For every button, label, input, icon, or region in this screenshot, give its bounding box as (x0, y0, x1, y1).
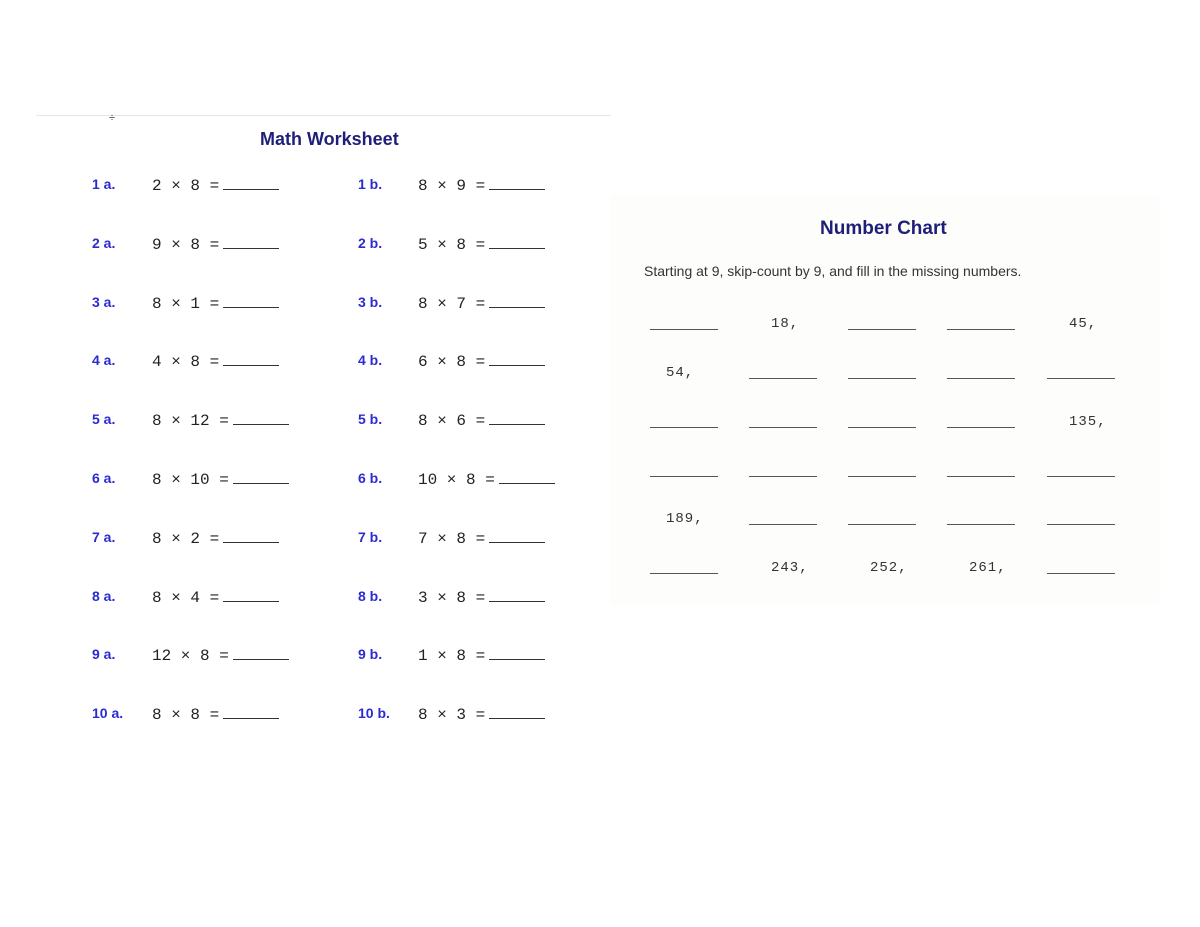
problem-expression-text: 10 × 8 = (418, 471, 495, 489)
chart-blank[interactable] (1047, 560, 1115, 580)
problem-label: 5 b. (358, 411, 383, 427)
chart-blank[interactable] (749, 463, 817, 483)
number-chart-instructions: Starting at 9, skip-count by 9, and fill in the missing numbers. (644, 263, 1022, 279)
problem-expression-text: 8 × 10 = (152, 471, 229, 489)
chart-blank[interactable] (749, 414, 817, 434)
fill-in-line (1047, 524, 1115, 525)
fill-in-line (650, 476, 718, 477)
number-chart-panel (610, 196, 1160, 604)
chart-blank[interactable] (848, 414, 916, 434)
problem-expression (152, 587, 279, 607)
chart-number-text: 243, (771, 560, 809, 576)
answer-blank[interactable] (489, 293, 545, 308)
fill-in-line (749, 378, 817, 379)
problem-expression-text: 3 × 8 = (418, 589, 486, 607)
answer-blank[interactable] (489, 528, 545, 543)
answer-blank[interactable] (223, 293, 279, 308)
top-rule (36, 115, 611, 116)
fill-in-line (848, 524, 916, 525)
problem-expression (152, 234, 279, 254)
fill-in-line (749, 524, 817, 525)
chart-blank[interactable] (848, 511, 916, 531)
problem-expression-text: 4 × 8 = (152, 353, 220, 371)
problem-expression (418, 410, 545, 430)
problem-label: 7 b. (358, 529, 383, 545)
fill-in-line (848, 476, 916, 477)
chart-number-text: 54, (666, 365, 695, 381)
problem-expression (152, 410, 289, 430)
problem-expression (152, 293, 279, 313)
answer-blank[interactable] (489, 234, 545, 249)
chart-blank[interactable] (947, 511, 1015, 531)
fill-in-line (650, 329, 718, 330)
chart-number (1047, 316, 1115, 336)
chart-number-text: 189, (666, 511, 704, 527)
problem-expression (418, 175, 545, 195)
problem-expression (418, 704, 545, 724)
problem-expression-text: 8 × 1 = (152, 295, 220, 313)
chart-blank[interactable] (650, 560, 718, 580)
problem-expression-text: 1 × 8 = (418, 647, 486, 665)
chart-blank[interactable] (1047, 463, 1115, 483)
answer-blank[interactable] (223, 587, 279, 602)
problem-expression-text: 6 × 8 = (418, 353, 486, 371)
problem-label: 5 a. (92, 411, 116, 427)
chart-blank[interactable] (1047, 511, 1115, 531)
chart-blank[interactable] (1047, 365, 1115, 385)
number-chart-title: Number Chart (820, 218, 947, 239)
answer-blank[interactable] (489, 410, 545, 425)
fill-in-line (947, 524, 1015, 525)
chart-blank[interactable] (848, 365, 916, 385)
chart-blank[interactable] (947, 463, 1015, 483)
chart-blank[interactable] (848, 463, 916, 483)
problem-label: 8 a. (92, 588, 116, 604)
division-mark: ÷ (109, 112, 116, 124)
problem-expression (152, 645, 289, 665)
fill-in-line (947, 476, 1015, 477)
problem-label: 4 b. (358, 352, 383, 368)
problem-expression-text: 2 × 8 = (152, 177, 220, 195)
chart-number-text: 18, (771, 316, 800, 332)
problem-label: 1 a. (92, 176, 116, 192)
problem-expression (418, 469, 555, 489)
chart-number (1047, 414, 1115, 434)
answer-blank[interactable] (233, 645, 289, 660)
problem-label: 1 b. (358, 176, 383, 192)
problem-label: 9 a. (92, 646, 116, 662)
fill-in-line (848, 329, 916, 330)
chart-number-text: 252, (870, 560, 908, 576)
problem-label: 8 b. (358, 588, 383, 604)
answer-blank[interactable] (233, 469, 289, 484)
chart-number-text: 261, (969, 560, 1007, 576)
fill-in-line (650, 573, 718, 574)
fill-in-line (947, 329, 1015, 330)
problem-expression-text: 8 × 4 = (152, 589, 220, 607)
problem-expression-text: 7 × 8 = (418, 530, 486, 548)
problem-expression (418, 528, 545, 548)
answer-blank[interactable] (223, 351, 279, 366)
chart-blank[interactable] (947, 414, 1015, 434)
problem-expression (418, 351, 545, 371)
chart-blank[interactable] (947, 316, 1015, 336)
problem-label: 6 a. (92, 470, 116, 486)
fill-in-line (1047, 378, 1115, 379)
problem-expression (152, 704, 279, 724)
problem-expression-text: 8 × 2 = (152, 530, 220, 548)
answer-blank[interactable] (489, 587, 545, 602)
answer-blank[interactable] (489, 175, 545, 190)
fill-in-line (1047, 573, 1115, 574)
problem-expression-text: 8 × 12 = (152, 412, 229, 430)
problem-expression (152, 469, 289, 489)
problem-expression-text: 9 × 8 = (152, 236, 220, 254)
answer-blank[interactable] (489, 645, 545, 660)
problem-expression (418, 234, 545, 254)
problem-label: 3 a. (92, 294, 116, 310)
problem-label: 10 a. (92, 705, 124, 721)
problem-expression (418, 645, 545, 665)
problem-expression-text: 8 × 3 = (418, 706, 486, 724)
problem-expression (152, 175, 279, 195)
problem-expression-text: 8 × 8 = (152, 706, 220, 724)
answer-blank[interactable] (223, 704, 279, 719)
problem-expression-text: 12 × 8 = (152, 647, 229, 665)
fill-in-line (947, 427, 1015, 428)
answer-blank[interactable] (223, 528, 279, 543)
answer-blank[interactable] (233, 410, 289, 425)
problem-label: 2 b. (358, 235, 383, 251)
problem-expression (152, 528, 279, 548)
problem-label: 4 a. (92, 352, 116, 368)
problem-label: 10 b. (358, 705, 390, 721)
problem-label: 2 a. (92, 235, 116, 251)
problem-expression-text: 8 × 7 = (418, 295, 486, 313)
problem-expression-text: 8 × 9 = (418, 177, 486, 195)
fill-in-line (1047, 476, 1115, 477)
problem-label: 9 b. (358, 646, 383, 662)
chart-blank[interactable] (749, 511, 817, 531)
chart-number-text: 135, (1069, 414, 1107, 430)
fill-in-line (749, 476, 817, 477)
chart-number-text: 45, (1069, 316, 1098, 332)
problem-expression (152, 351, 279, 371)
problem-label: 3 b. (358, 294, 383, 310)
chart-blank[interactable] (650, 463, 718, 483)
problem-expression (418, 587, 545, 607)
problem-label: 6 b. (358, 470, 383, 486)
answer-blank[interactable] (223, 175, 279, 190)
fill-in-line (848, 378, 916, 379)
chart-number (848, 560, 916, 580)
fill-in-line (848, 427, 916, 428)
chart-number (947, 560, 1015, 580)
answer-blank[interactable] (489, 351, 545, 366)
problem-expression-text: 5 × 8 = (418, 236, 486, 254)
chart-number (749, 560, 817, 580)
chart-number (650, 511, 718, 531)
problem-expression-text: 8 × 6 = (418, 412, 486, 430)
answer-blank[interactable] (499, 469, 555, 484)
answer-blank[interactable] (223, 234, 279, 249)
chart-number (749, 316, 817, 336)
worksheet-title: Math Worksheet (260, 129, 399, 149)
fill-in-line (749, 427, 817, 428)
chart-number (650, 365, 718, 385)
problem-expression (418, 293, 545, 313)
chart-blank[interactable] (650, 316, 718, 336)
chart-blank[interactable] (650, 414, 718, 434)
chart-blank[interactable] (848, 316, 916, 336)
answer-blank[interactable] (489, 704, 545, 719)
fill-in-line (650, 427, 718, 428)
problem-label: 7 a. (92, 529, 116, 545)
chart-blank[interactable] (749, 365, 817, 385)
fill-in-line (947, 378, 1015, 379)
chart-blank[interactable] (947, 365, 1015, 385)
